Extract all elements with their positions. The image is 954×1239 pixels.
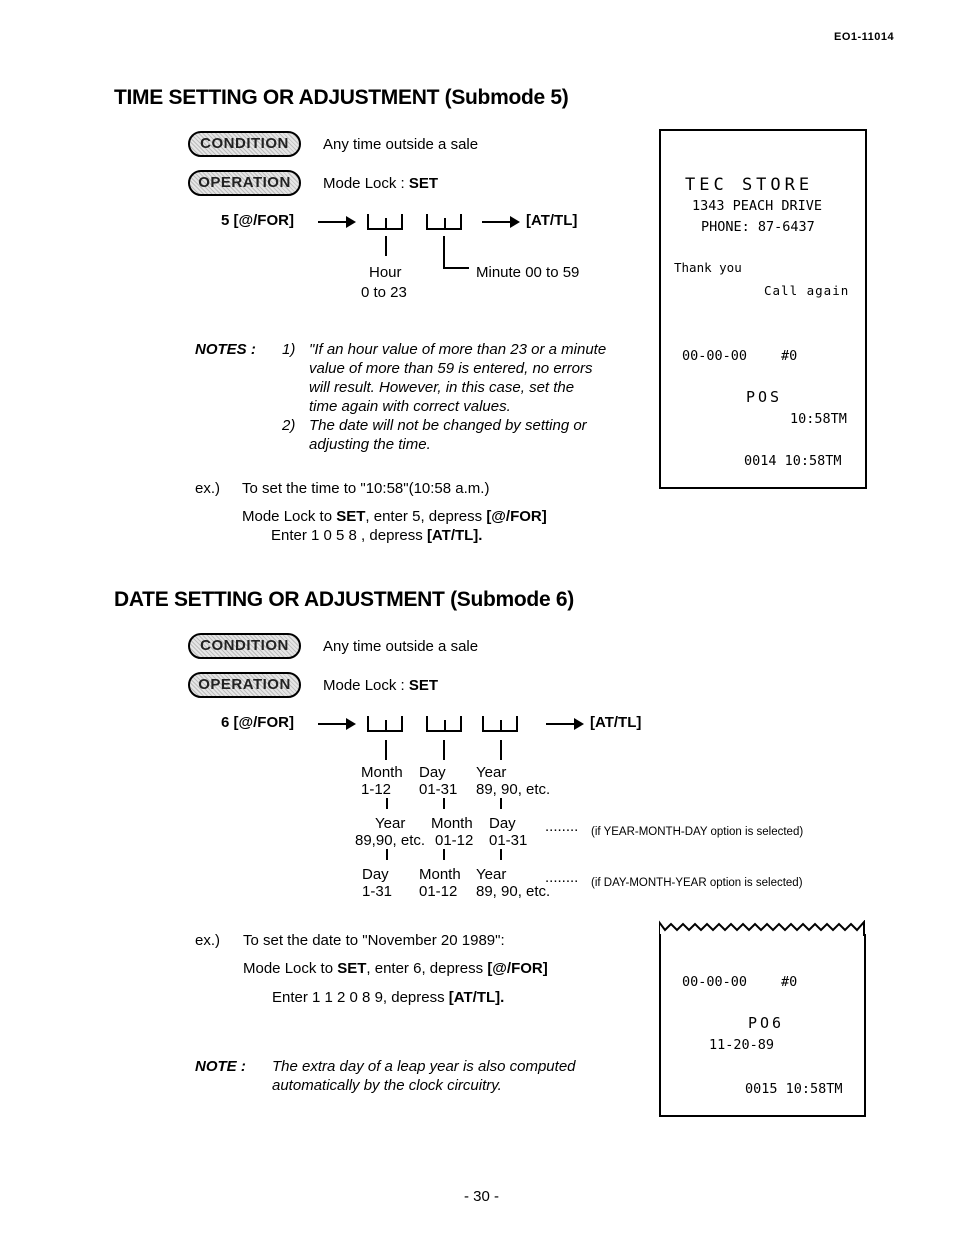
page-number: - 30 - — [464, 1188, 500, 1205]
arrow-right-icon — [318, 221, 354, 223]
note-number: 1) — [282, 341, 296, 358]
condition-text: Any time outside a sale — [323, 136, 479, 153]
torn-edge-icon — [659, 920, 866, 938]
connector-line — [443, 236, 445, 268]
receipt-number-field: #0 — [781, 974, 798, 990]
hour-entry-slot — [367, 214, 403, 230]
receipt-date: 11-20-89 — [709, 1037, 775, 1053]
minute-label: Minute 00 to 59 — [476, 264, 580, 281]
operation-text: Mode Lock : SET — [323, 677, 439, 694]
date-section-title: DATE SETTING OR ADJUSTMENT (Submode 6) — [114, 588, 574, 611]
key-sequence-end: [AT/TL] — [526, 212, 578, 229]
receipt-date-field: 00-00-00 — [682, 974, 748, 990]
operation-badge: OPERATION — [188, 672, 301, 698]
hour-label: Hour — [369, 264, 402, 281]
connector-line — [500, 798, 502, 809]
format-range: 01-31 — [489, 832, 528, 849]
notes-label: NOTES : — [195, 341, 256, 358]
date-entry-slot-3 — [482, 716, 518, 732]
connector-line — [386, 849, 388, 860]
note-line: The date will not be changed by setting or — [309, 417, 587, 434]
receipt-footer: 0015 10:58TM — [745, 1081, 843, 1097]
connector-line — [443, 267, 469, 269]
connector-line — [386, 798, 388, 809]
connector-line — [443, 740, 445, 760]
format-label: Month — [431, 815, 473, 832]
example-label: ex.) — [195, 932, 221, 949]
arrow-right-icon — [482, 221, 518, 223]
condition-text: Any time outside a sale — [323, 638, 479, 655]
note-line: "If an hour value of more than 23 or a minute — [309, 341, 607, 358]
format-range: 89,90, etc. — [355, 832, 426, 849]
note-line: adjusting the time. — [309, 436, 431, 453]
connector-line — [443, 798, 445, 809]
receipt-date-field: 00-00-00 — [682, 348, 748, 364]
note-number: 2) — [282, 417, 296, 434]
arrow-right-icon — [546, 723, 582, 725]
connector-line — [500, 740, 502, 760]
key-sequence-start: 6 [@/FOR] — [221, 714, 294, 731]
example-line: Enter 1 0 5 8 , depress [AT/TL]. — [271, 527, 483, 544]
operation-text: Mode Lock : SET — [323, 175, 439, 192]
format-label: Month — [361, 764, 403, 781]
leader-dots: ........ — [545, 869, 579, 886]
format-label: Day — [362, 866, 389, 883]
receipt-mode: POS — [746, 388, 783, 406]
format-label: Year — [476, 764, 507, 781]
note-line: The extra day of a leap year is also computed — [272, 1058, 576, 1075]
connector-line — [500, 849, 502, 860]
format-label: Month — [419, 866, 461, 883]
receipt-number-field: #0 — [781, 348, 798, 364]
note-label: NOTE : — [195, 1058, 246, 1075]
example-line: Mode Lock to SET, enter 5, depress [@/FOR] — [242, 508, 547, 525]
format-label: Day — [489, 815, 516, 832]
condition-badge: CONDITION — [188, 131, 301, 157]
example-label: ex.) — [195, 480, 221, 497]
time-section-title: TIME SETTING OR ADJUSTMENT (Submode 5) — [114, 86, 569, 109]
note-line: value of more than 59 is entered, no errors — [309, 360, 593, 377]
format-range: 01-31 — [419, 781, 458, 798]
leader-dots: ........ — [545, 818, 579, 835]
receipt-store-name: TEC STORE — [685, 175, 814, 195]
document-id: EO1-11014 — [834, 31, 895, 43]
example-line: To set the date to "November 20 1989": — [243, 932, 505, 949]
format-range: 89, 90, etc. — [476, 883, 551, 900]
key-sequence-start: 5 [@/FOR] — [221, 212, 294, 229]
receipt-phone: PHONE: 87-6437 — [701, 219, 815, 235]
key-sequence-end: [AT/TL] — [590, 714, 642, 731]
format-range: 01-12 — [419, 883, 458, 900]
date-entry-slot-1 — [367, 716, 403, 732]
receipt-address: 1343 PEACH DRIVE — [692, 198, 823, 214]
format-option-note: (if YEAR-MONTH-DAY option is selected) — [591, 826, 804, 838]
receipt-sample-time — [659, 129, 867, 489]
format-range: 01-12 — [435, 832, 474, 849]
format-range: 1-12 — [361, 781, 392, 798]
format-range: 89, 90, etc. — [476, 781, 551, 798]
receipt-thanks: Thank you — [674, 260, 742, 275]
format-label: Year — [476, 866, 507, 883]
example-line: Mode Lock to SET, enter 6, depress [@/FOR] — [243, 960, 548, 977]
receipt-footer: 0014 10:58TM — [744, 453, 842, 469]
hour-range: 0 to 23 — [361, 284, 407, 301]
receipt-call-again: Call again — [764, 283, 850, 298]
example-line: To set the time to "10:58"(10:58 a.m.) — [242, 480, 490, 497]
receipt-sample-date — [659, 934, 866, 1117]
condition-badge: CONDITION — [188, 633, 301, 659]
format-option-note: (if DAY-MONTH-YEAR option is selected) — [591, 877, 803, 889]
connector-line — [385, 740, 387, 760]
date-entry-slot-2 — [426, 716, 462, 732]
format-label: Year — [375, 815, 406, 832]
connector-line — [385, 236, 387, 256]
note-line: will result. However, in this case, set the — [309, 379, 575, 396]
format-range: 1-31 — [362, 883, 393, 900]
example-line: Enter 1 1 2 0 8 9, depress [AT/TL]. — [272, 989, 505, 1006]
note-line: automatically by the clock circuitry. — [272, 1077, 502, 1094]
connector-line — [443, 849, 445, 860]
receipt-time: 10:58TM — [790, 411, 847, 427]
receipt-mode: PO6 — [748, 1014, 785, 1032]
arrow-right-icon — [318, 723, 354, 725]
note-line: time again with correct values. — [309, 398, 511, 415]
format-label: Day — [419, 764, 446, 781]
minute-entry-slot — [426, 214, 462, 230]
operation-badge: OPERATION — [188, 170, 301, 196]
